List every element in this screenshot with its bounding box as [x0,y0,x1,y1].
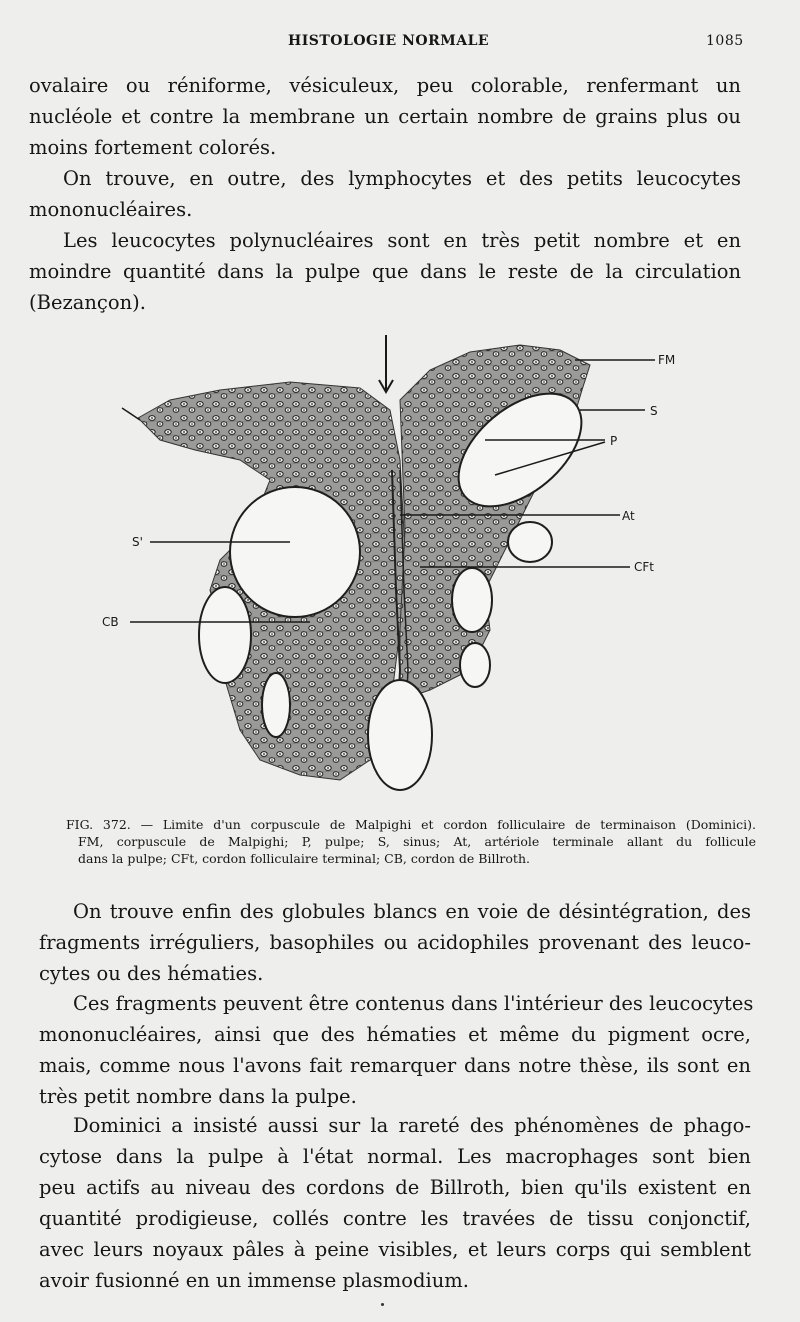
print-speck [381,1303,384,1306]
text-line: nucléole et contre la membrane un certain nombre de grains plus ou [29,105,741,128]
label-at: At [622,509,635,523]
text-line: ovalaire ou réniforme, vésiculeux, peu colorable, renfermant un [29,74,741,97]
paragraph-phagocytosis [39,1110,751,1296]
text-line: avec leurs noyaux pâles à peine visibles, et leurs corps qui semblent [39,1238,751,1261]
text-line: Dominici a insisté aussi sur la rareté des phénomènes de phago- [73,1114,751,1137]
text-line: Les leucocytes polynucléaires sont en très petit nombre et en [63,229,741,252]
histology-figure [100,330,700,800]
text-line: quantité prodigieuse, collés contre les travées de tissu conjonctif, [39,1207,751,1230]
paragraph-polynuclear [29,225,741,318]
label-fm: FM [658,353,676,367]
label-cb: CB [102,615,119,629]
paragraph-lymphocytes [29,163,741,225]
histology-illustration [100,330,700,800]
running-head [0,33,800,53]
text-line: mais, comme nous l'avons fait remarquer dans notre thèse, ils sont en [39,1054,751,1077]
paragraph-oval-nucleus [29,70,741,163]
text-line: On trouve, en outre, des lymphocytes et des petits leucocytes [63,167,741,190]
paragraph-fragments [39,988,754,1112]
text-line: mononucléaires, ainsi que des hématies et même du pigment ocre, [39,1023,751,1046]
paragraph-disintegration [39,896,751,989]
text-line: cytes ou des hématies. [39,962,264,985]
figure-caption [66,816,756,867]
running-title: HISTOLOGIE NORMALE [288,33,490,49]
label-cft: CFt [634,560,654,574]
text-line: (Bezançon). [29,291,146,314]
text-line: fragments irréguliers, basophiles ou acidophiles provenant des leuco- [39,931,751,954]
caption-line: FM, corpuscule de Malpighi; P, pulpe; S, sinus; At, artériole terminale allant du follicule [78,834,756,849]
text-line: cytose dans la pulpe à l'état normal. Les macrophages sont bien [39,1145,751,1168]
text-line: très petit nombre dans la pulpe. [39,1085,357,1108]
label-s: S [650,404,658,418]
label-s-prime: S' [132,535,143,549]
label-p: P [610,434,618,448]
text-line: mononucléaires. [29,198,193,221]
text-line: moindre quantité dans la pulpe que dans le reste de la circulation [29,260,741,283]
text-line: peu actifs au niveau des cordons de Billroth, bien qu'ils existent en [39,1176,751,1199]
text-line: Ces fragments peuvent être contenus dans l'intérieur des leucocytes [73,992,754,1015]
text-line: avoir fusionné en un immense plasmodium. [39,1269,469,1292]
page-number: 1085 [706,33,744,49]
text-line: On trouve enfin des globules blancs en voie de désintégration, des [73,900,751,923]
sinus-s-prime [230,487,360,617]
caption-line: FIG. 372. — Limite d'un corpuscule de Malpighi et cordon folliculaire de terminaison (Dominici). [66,817,756,832]
caption-line: dans la pulpe; CFt, cordon folliculaire terminal; CB, cordon de Billroth. [78,851,530,866]
text-line: moins fortement colorés. [29,136,277,159]
